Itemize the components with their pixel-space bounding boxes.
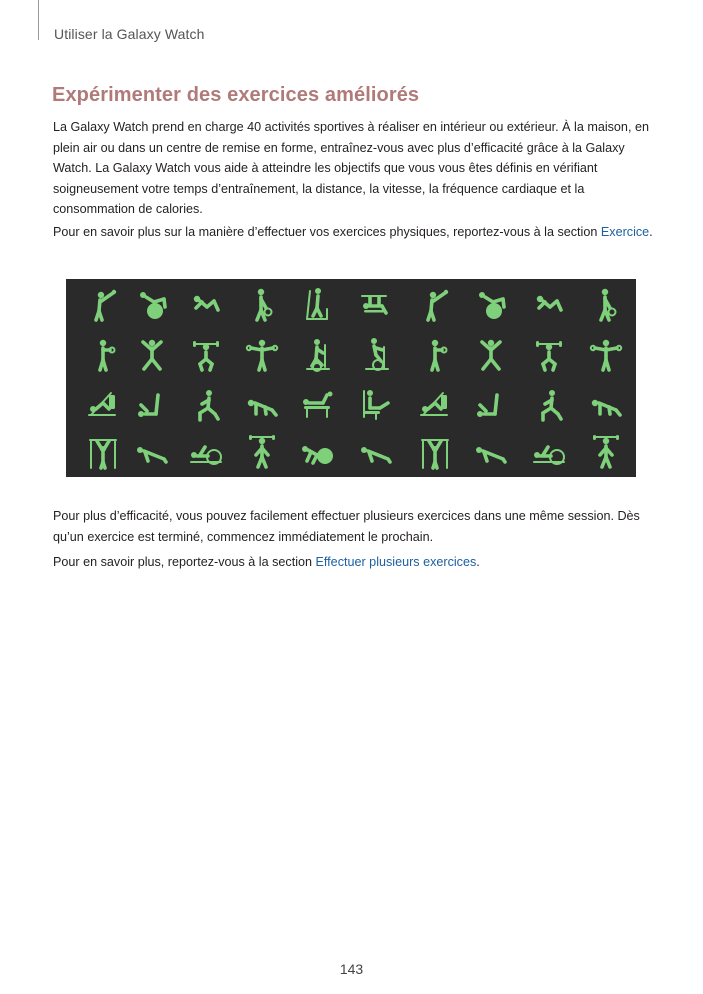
dumbbell-curl-icon	[100, 340, 115, 370]
ball-roll-icon	[302, 446, 333, 464]
crunch-icon	[194, 296, 218, 310]
jumping-jack-icon	[482, 340, 500, 369]
ball-stretch-icon	[534, 447, 564, 464]
leg-press-icon	[89, 393, 115, 415]
leg-press-icon	[421, 393, 447, 415]
kettlebell-icon	[257, 289, 272, 320]
kettlebell-icon	[601, 289, 616, 320]
workout-icon-grid	[66, 279, 636, 477]
ball-crunch-icon	[140, 292, 165, 319]
exercise-section-link[interactable]: Exercice	[600, 225, 650, 239]
barbell-squat-icon	[193, 341, 219, 370]
deadlift-icon	[249, 435, 275, 467]
workout-icons-panel	[66, 279, 636, 477]
header-rule	[38, 0, 39, 40]
multi-more-text: Pour en savoir plus, reportez-vous à la section	[53, 555, 316, 569]
push-up-icon	[592, 400, 620, 415]
intro-paragraph: La Galaxy Watch prend en charge 40 activités sportives à réaliser en intérieur ou extérieur. À la maison, en plein air ou dans un centre de remise en forme, entraînez-vous avec plus d’efficacité grâce à la Galaxy Watch. La Galaxy Watch vous aide à atteindre les objectifs que vous vous êtes définis en vérifiant soigneusement votre temps d’entraînement, la distance, la vitesse, la fréquence cardiaque et la consommation de calories.	[53, 120, 649, 216]
plank-icon	[361, 447, 390, 462]
section-title: Expérimenter des exercices améliorés	[52, 84, 420, 106]
front-raise-icon	[428, 290, 448, 320]
elliptical-icon	[307, 339, 329, 371]
see-more-text: Pour en savoir plus sur la manière d’effectuer vos exercices physiques, reportez-vous à la section	[53, 225, 601, 239]
ball-crunch-icon	[479, 292, 504, 319]
pull-up-icon	[90, 440, 116, 468]
crunch-icon	[537, 296, 561, 310]
see-more-period: .	[649, 225, 653, 239]
see-more-paragraph	[53, 222, 653, 243]
multi-more-paragraph	[53, 552, 653, 573]
barbell-squat-icon	[536, 341, 562, 370]
running-header: Utiliser la Galaxy Watch	[54, 26, 205, 42]
lying-leg-curl-icon	[303, 392, 333, 418]
jumping-jack-icon	[143, 340, 161, 369]
ball-stretch-icon	[191, 447, 221, 464]
multi-exercise-section-link[interactable]: Effectuer plusieurs exercices	[315, 555, 477, 569]
lateral-raise-icon	[247, 340, 277, 370]
bench-press-icon	[362, 296, 386, 313]
deadlift-icon	[593, 435, 619, 467]
lunge-icon	[200, 390, 218, 420]
push-up-icon	[248, 400, 276, 415]
exercise-bike-icon	[366, 338, 388, 370]
multi-more-period: .	[476, 555, 480, 569]
leg-raise-icon	[477, 395, 497, 417]
plank-icon	[476, 447, 505, 462]
lateral-raise-icon	[591, 340, 621, 370]
leg-extension-icon	[364, 390, 388, 419]
multi-exercise-paragraph: Pour plus d’efficacité, vous pouvez facilement effectuer plusieurs exercices dans une même session. Dès qu’un exercice est terminé, commencez immédiatement le prochain.	[53, 509, 640, 544]
leg-raise-icon	[138, 395, 158, 417]
page-number: 143	[339, 961, 364, 977]
dumbbell-curl-icon	[432, 340, 447, 370]
treadmill-icon	[307, 288, 327, 319]
pull-up-icon	[422, 440, 448, 468]
front-raise-icon	[96, 290, 116, 320]
lunge-icon	[543, 390, 561, 420]
plank-icon	[137, 447, 166, 462]
